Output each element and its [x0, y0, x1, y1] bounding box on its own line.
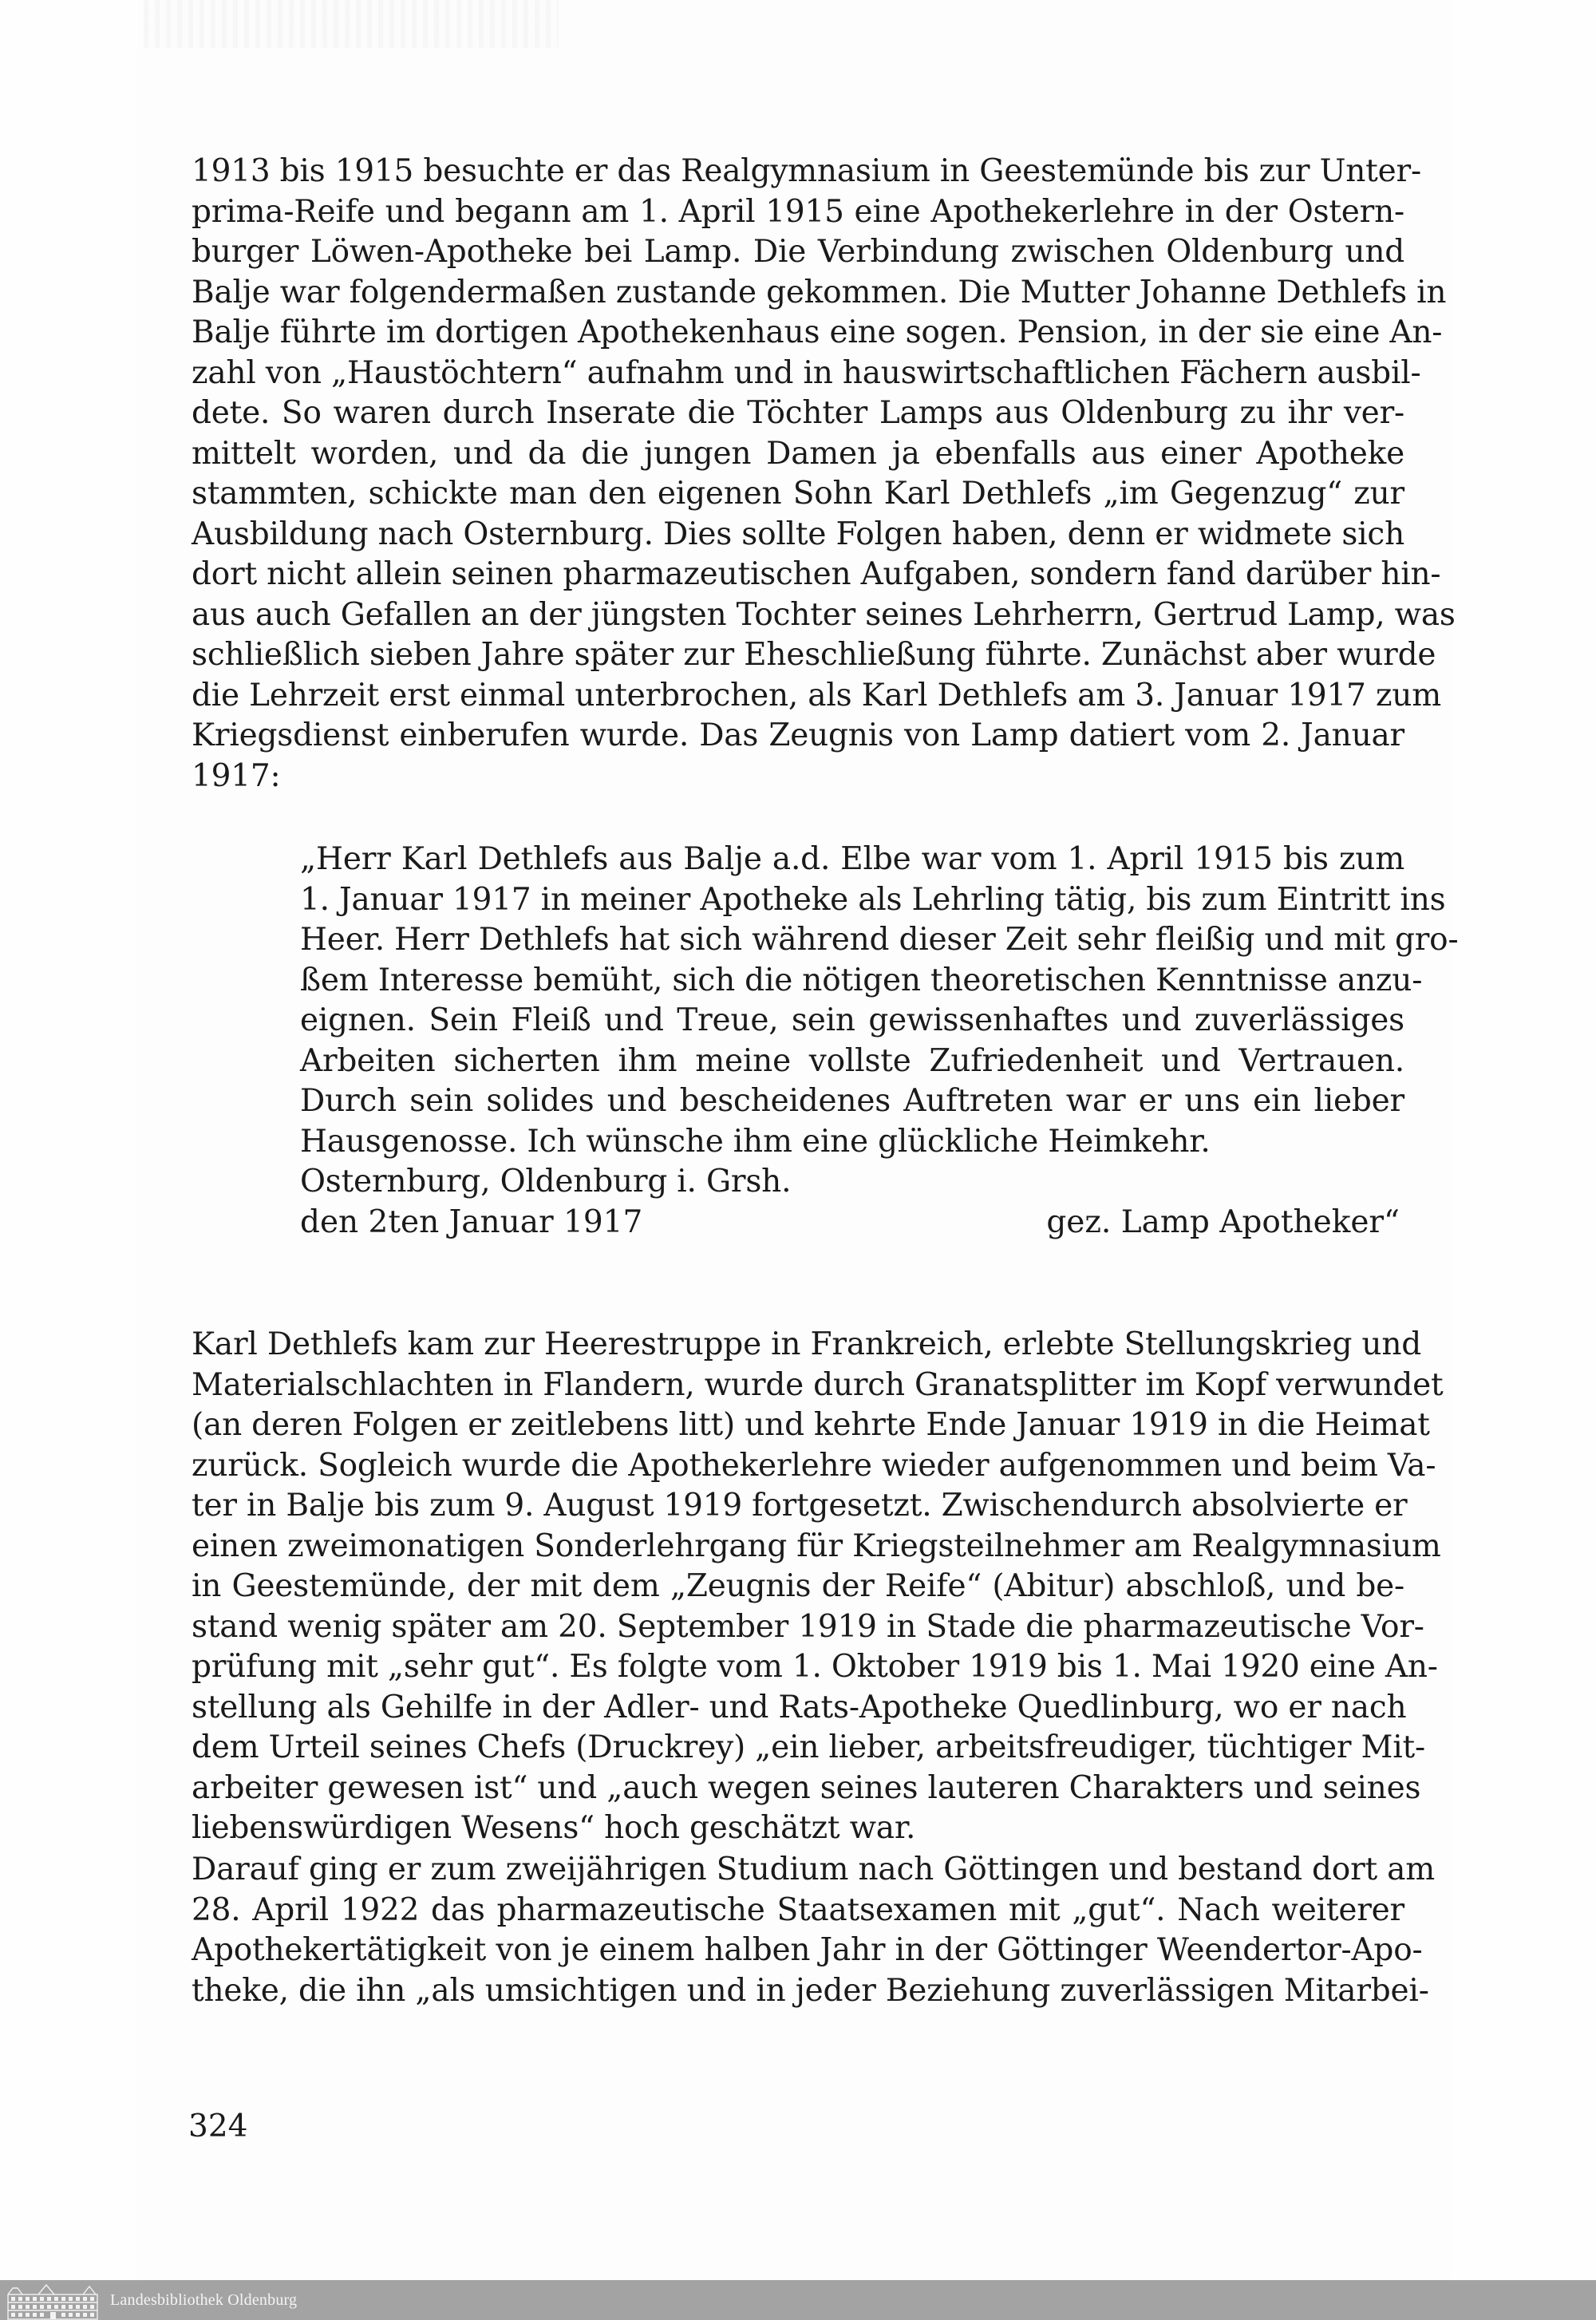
text-line: Karl Dethlefs kam zur Heerestruppe in Frankreich, erlebte Stellungskrieg und: [192, 1326, 1422, 1362]
text-line: stellung als Gehilfe in der Adler- und Rats-Apotheke Quedlinburg, wo er nach: [192, 1689, 1407, 1725]
text-line: einen zweimonatigen Sonderlehrgang für Kriegsteilnehmer am Realgymnasium: [192, 1528, 1441, 1564]
quote-line: eignen. Sein Fleiß und Treue, sein gewissenhaftes und zuverlässiges: [300, 1002, 1404, 1038]
text-line: Balje war folgendermaßen zustande gekommen. Die Mutter Johanne Dethlefs in: [192, 274, 1447, 310]
paragraph-1: [192, 152, 1456, 796]
text-line: Balje führte im dortigen Apothekenhaus eine sogen. Pension, in der sie eine An-: [192, 314, 1443, 350]
text-line: (an deren Folgen er zeitlebens litt) und kehrte Ende Januar 1919 in die Heimat: [192, 1407, 1430, 1443]
text-line: liebenswürdigen Wesens“ hoch geschätzt war.: [192, 1810, 916, 1846]
text-line: Ausbildung nach Osternburg. Dies sollte Folgen haben, denn er widmete sich: [192, 516, 1404, 552]
text-line: mittelt worden, und da die jungen Damen ja ebenfalls aus einer Apotheke: [192, 435, 1404, 472]
text-line: burger Löwen-Apotheke bei Lamp. Die Verbindung zwischen Oldenburg und: [192, 234, 1404, 270]
quote-line: 1. Januar 1917 in meiner Apotheke als Lehrling tätig, bis zum Eintritt ins: [300, 881, 1446, 918]
quote-date-signature-row: [300, 1203, 1404, 1243]
quote-line: ßem Interesse bemüht, sich die nötigen theoretischen Kenntnisse anzu-: [300, 962, 1423, 998]
text-line: Kriegsdienst einberufen wurde. Das Zeugnis von Lamp datiert vom 2. Januar: [192, 717, 1404, 753]
quote-line: Durch sein solides und bescheidenes Auftreten war er uns ein lieber: [300, 1083, 1404, 1119]
quote-body: [300, 840, 1459, 1162]
text-line: ter in Balje bis zum 9. August 1919 fortgesetzt. Zwischendurch absolvierte er: [192, 1488, 1408, 1524]
text-line: 1917:: [192, 757, 281, 794]
quote-line: Hausgenosse. Ich wünsche ihm eine glückliche Heimkehr.: [300, 1123, 1211, 1160]
header-bleed-through: [144, 0, 559, 48]
text-line: zahl von „Haustöchtern“ aufnahm und in hauswirtschaftlichen Fächern ausbil-: [192, 354, 1421, 391]
quote-place: Osternburg, Oldenburg i. Grsh.: [300, 1164, 792, 1200]
page-number: 324: [188, 2109, 248, 2144]
text-line: Darauf ging er zum zweijährigen Studium nach Göttingen und bestand dort am: [192, 1852, 1436, 1887]
footer-bar: [0, 2280, 1596, 2320]
text-line: dort nicht allein seinen pharmazeutischen Aufgaben, sondern fand darüber hin-: [192, 556, 1441, 592]
text-line: 1913 bis 1915 besuchte er das Realgymnasium in Geestemünde bis zur Unter-: [192, 153, 1421, 189]
quote-line: Heer. Herr Dethlefs hat sich während dieser Zeit sehr fleißig und mit gro-: [300, 922, 1459, 958]
text-line: 28. April 1922 das pharmazeutische Staatsexamen mit „gut“. Nach weiterer: [192, 1891, 1404, 1928]
text-line: arbeiter gewesen ist“ und „auch wegen seines lauteren Charakters und seines: [192, 1769, 1421, 1806]
text-line: stand wenig später am 20. September 1919 in Stade die pharmazeutische Vor-: [192, 1608, 1424, 1645]
quote-signature: gez. Lamp Apotheker“: [1046, 1203, 1400, 1240]
paragraph-2: [192, 1325, 1444, 1849]
text-line: aus auch Gefallen an der jüngsten Tochter seines Lehrherrn, Gertrud Lamp, was: [192, 596, 1456, 633]
text-line: theke, die ihn „als umsichtigen und in jeder Beziehung zuverlässigen Mitarbei-: [192, 1972, 1429, 2009]
quoted-testimonial: [300, 840, 1459, 1243]
text-line: Apothekertätigkeit von je einem halben Jahr in der Göttinger Weendertor-Apo-: [192, 1932, 1423, 1968]
library-name: Landesbibliothek Oldenburg: [110, 2290, 298, 2309]
text-line: stammten, schickte man den eigenen Sohn Karl Dethlefs „im Gegenzug“ zur: [192, 476, 1404, 512]
text-line: prüfung mit „sehr gut“. Es folgte vom 1. Oktober 1919 bis 1. Mai 1920 eine An-: [192, 1649, 1438, 1685]
library-building-icon: [6, 2283, 101, 2320]
text-line: in Geestemünde, der mit dem „Zeugnis der Reife“ (Abitur) abschloß, und be-: [192, 1568, 1404, 1604]
text-line: prima-Reife und begann am 1. April 1915 eine Apothekerlehre in der Ostern-: [192, 193, 1404, 230]
text-line: dete. So waren durch Inserate die Töchter Lamps aus Oldenburg zu ihr ver-: [192, 395, 1404, 431]
paragraph-3: [192, 1850, 1436, 2011]
quote-line: „Herr Karl Dethlefs aus Balje a.d. Elbe war vom 1. April 1915 bis zum: [300, 841, 1404, 877]
text-line: dem Urteil seines Chefs (Druckrey) „ein lieber, arbeitsfreudiger, tüchtiger Mit-: [192, 1729, 1425, 1765]
text-line: die Lehrzeit erst einmal unterbrochen, als Karl Dethlefs am 3. Januar 1917 zum: [192, 677, 1441, 713]
quote-date: den 2ten Januar 1917: [300, 1203, 643, 1240]
text-line: zurück. Sogleich wurde die Apothekerlehre wieder aufgenommen und beim Va-: [192, 1447, 1436, 1484]
text-line: schließlich sieben Jahre später zur Eheschließung führte. Zunächst aber wurde: [192, 637, 1436, 673]
text-line: Materialschlachten in Flandern, wurde durch Granatsplitter im Kopf verwundet: [192, 1366, 1444, 1403]
quote-line: Arbeiten sicherten ihm meine vollste Zufriedenheit und Vertrauen.: [300, 1042, 1404, 1079]
